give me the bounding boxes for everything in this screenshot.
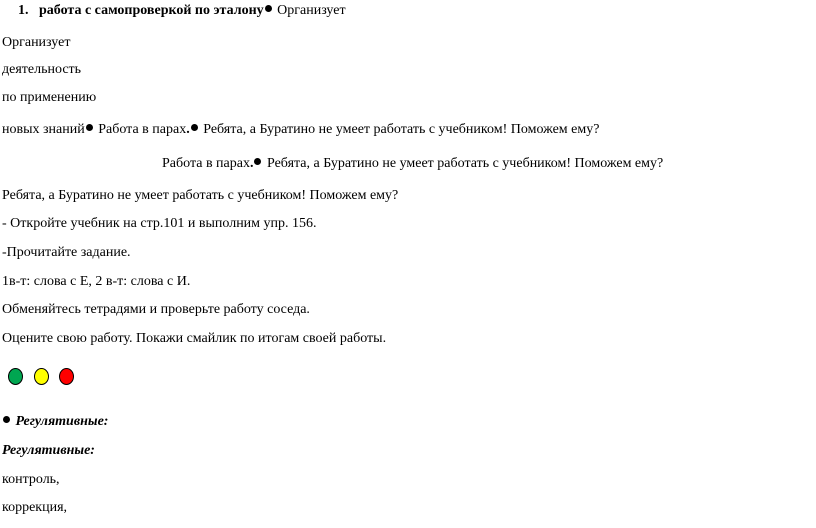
text-segment: Работа в парах [162, 156, 250, 171]
text-line: -Прочитайте задание. [2, 245, 131, 260]
bullet-icon [86, 124, 93, 131]
list-number: 1. [18, 3, 29, 18]
text-line: деятельность [2, 62, 82, 77]
green-smiley-icon [8, 368, 23, 385]
text-line-centered [162, 156, 663, 172]
text-line: Организует [2, 35, 71, 50]
red-smiley-icon [59, 368, 74, 385]
regulatory-item: контроль, [2, 472, 60, 487]
bullet-icon [265, 5, 272, 12]
regulatory-item: коррекция, [2, 500, 68, 515]
text-line: Ребята, а Буратино не умеет работать с учебником! Поможем ему? [2, 188, 399, 203]
text-line: - Откройте учебник на стр.101 и выполним упр. 156. [2, 216, 317, 231]
regulatory-label: Регулятивные: [2, 443, 95, 458]
text-line-new-knowledge [2, 122, 599, 138]
heading-line [18, 3, 346, 19]
regulatory-bullet-line [2, 414, 108, 430]
text-line: Обменяйтесь тетрадями и проверьте работу соседа. [2, 302, 310, 317]
text-segment: Ребята, а Буратино не умеет работать с учебником! Поможем ему? [203, 122, 600, 137]
text-line: Оцените свою работу. Покажи смайлик по итогам своей работы. [2, 331, 387, 346]
heading-trail-text: Организует [277, 3, 346, 18]
text-segment: . [186, 122, 190, 137]
bullet-icon [254, 158, 261, 165]
yellow-smiley-icon [34, 368, 49, 385]
regulatory-heading: Регулятивные: [15, 414, 109, 429]
bullet-icon [191, 124, 198, 131]
text-segment: новых знаний [2, 122, 85, 137]
bullet-icon [3, 416, 10, 423]
text-line: по применению [2, 90, 97, 105]
text-segment: . [249, 156, 254, 171]
text-segment: Работа в парах [98, 122, 187, 137]
heading-bold-text: работа с самопроверкой по эталону [39, 3, 264, 18]
text-segment: Ребята, а Буратино не умеет работать с учебником! Поможем ему? [266, 156, 664, 171]
text-line: 1в-т: слова с Е, 2 в-т: слова с И. [2, 274, 191, 289]
